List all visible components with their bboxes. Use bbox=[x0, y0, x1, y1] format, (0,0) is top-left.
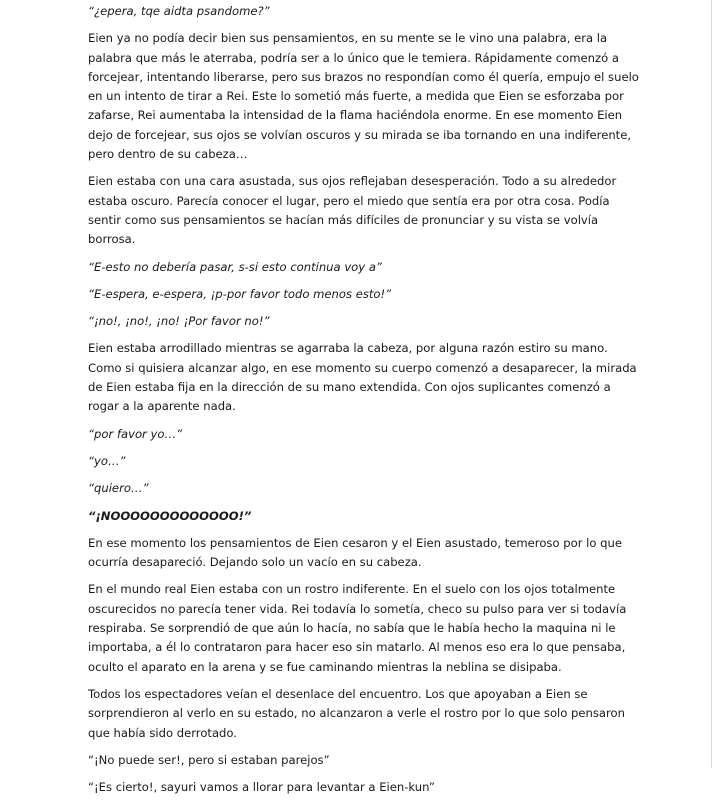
dialog-line: “quiero…” bbox=[88, 481, 149, 496]
dialog-line: “E-espera, e-espera, ¡p-por favor todo menos esto!” bbox=[88, 286, 392, 301]
body-paragraph: Eien estaba con una cara asustada, sus ojos reflejaban desesperación. Todo a su alrededor estaba oscuro. Parecía conocer el lugar, pero el miedo que sentía era por otra cosa. Podía sentir como sus pensamientos se hacían más difíciles de pronunciar y su vista se volvía borrosa. bbox=[88, 174, 617, 247]
dialog-line: “por favor yo…” bbox=[88, 426, 183, 441]
body-paragraph: En ese momento los pensamientos de Eien cesaron y el Eien asustado, temeroso por lo que ocurría desapareció. Dejando solo un vacío en su cabeza. bbox=[88, 535, 622, 570]
document-body bbox=[88, 2, 640, 805]
body-paragraph: Eien ya no podía decir bien sus pensamientos, en su mente se le vino una palabra, era la palabra que más le aterraba, podría ser a lo único que le temiera. Rápidamente comenzó a forcejear, intentando liberarse, pero sus brazos no respondían como él quería, empujo el suelo en un intento de tirar a Rei. Este lo sometió más fuerte, a medida que Eien se esforzaba por zafarse, Rei aumentaba la intensidad de la flama haciéndola enorme. En ese momento Eien dejo de forcejear, sus ojos se volvían oscuros y su mirada se iba tornando en una indiferente, pero dentro de su cabeza… bbox=[88, 31, 639, 162]
dialog-line: “yo…” bbox=[88, 453, 126, 468]
dialog-line: “E-esto no debería pasar, s-si esto continua voy a” bbox=[88, 259, 382, 274]
scream-line: “¡NOOOOOOOOOOOOO!” bbox=[88, 508, 252, 523]
dialog-line: “¿epera, tqe aidta psandome?” bbox=[88, 4, 270, 18]
quote-line: “¡No puede ser!, pero si estaban parejos” bbox=[88, 752, 330, 767]
body-paragraph: Todos los espectadores veían el desenlace del encuentro. Los que apoyaban a Eien se sorprendieron al verlo en su estado, no alcanzaron a verle el rostro por lo que solo pensaron que había sido derrotado. bbox=[88, 686, 625, 740]
dialog-line: “¡no!, ¡no!, ¡no! ¡Por favor no!” bbox=[88, 314, 270, 329]
quote-line: “¡Es cierto!, sayuri vamos a llorar para levantar a Eien-kun” bbox=[88, 780, 435, 795]
body-paragraph: En el mundo real Eien estaba con un rostro indiferente. En el suelo con los ojos totalmente oscurecidos no parecía tener vida. Rei todavía lo sometía, checo su pulso para ver si todavía respiraba. Se sorprendió de que aún lo hacía, no sabía que le había hecho la maquina ni le importaba, a él lo contrataron para hacer eso sin matarlo. Al menos eso era lo que pensaba, oculto el aparato en la arena y se fue caminando mientras la neblina se disipaba. bbox=[88, 582, 627, 674]
body-paragraph: Eien estaba arrodillado mientras se agarraba la cabeza, por alguna razón estiro su mano. Como si quisiera alcanzar algo, en ese momento su cuerpo comenzó a desaparecer, la mirada de Eien estaba fija en la dirección de su mano extendida. Con ojos suplicantes comenzó a rogar a la aparente nada. bbox=[88, 341, 637, 414]
